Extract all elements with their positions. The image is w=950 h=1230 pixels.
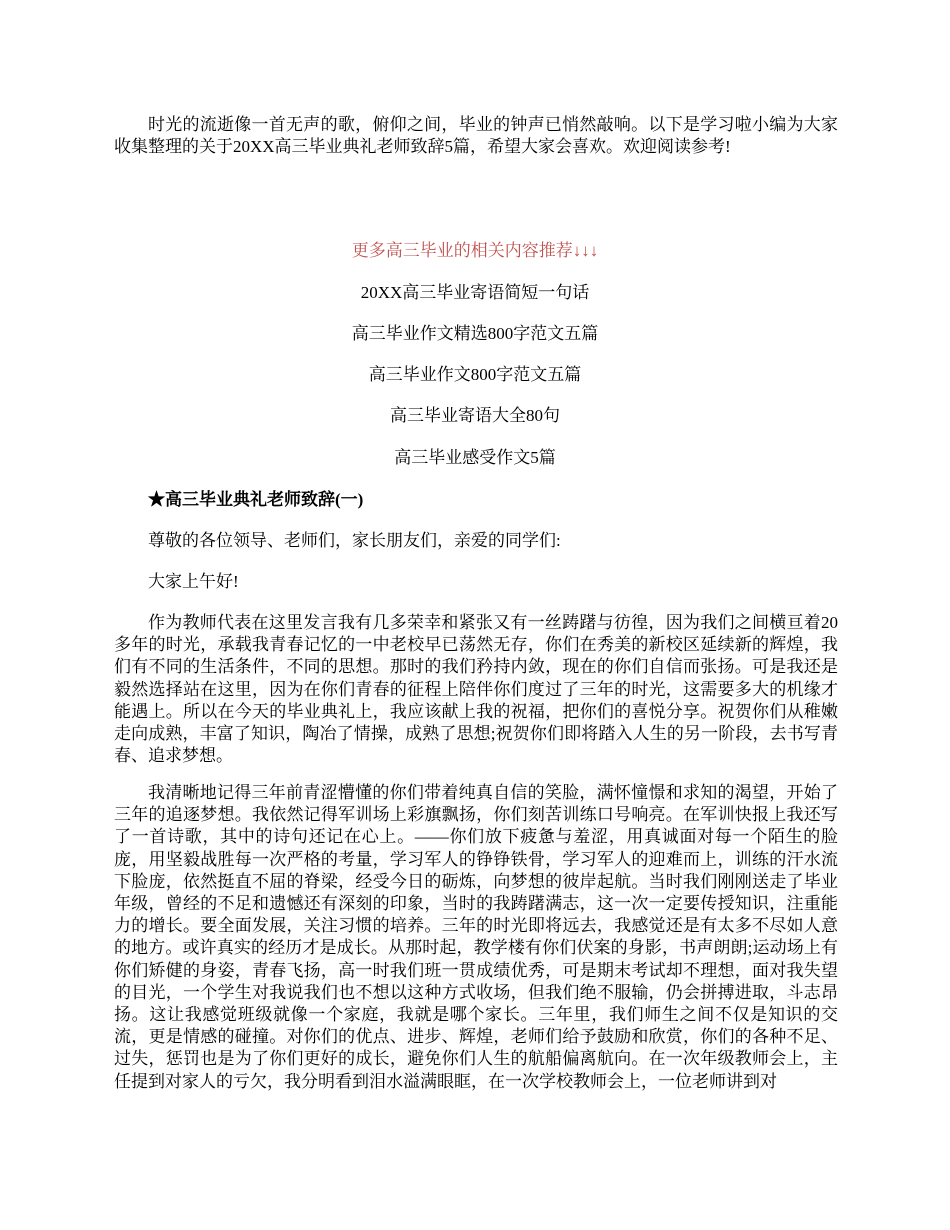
body-paragraph-1: 作为教师代表在这里发言我有几多荣幸和紧张又有一丝踌躇与彷徨，因为我们之间横亘着20多年的时光，承载我青春记忆的一中老校早已荡然无存，你们在秀美的新校区延续新的辉煌，我们有不同的生活条件，不同的思想。那时的我们矜持内敛，现在的你们自信而张扬。可是我还是毅然选择站在这里，因为在你们青春的征程上陪伴你们度过了三年的时光，这需要多大的机缘才能遇上。所以在今天的毕业典礼上，我应该献上我的祝福，把你们的喜悦分享。祝贺你们从稚嫩走向成熟，丰富了知识，陶冶了情操，成熟了思想;祝贺你们即将踏入人生的另一阶段，去书写青春、追求梦想。 [114, 613, 838, 766]
section-heading: ★高三毕业典礼老师致辞(一) [148, 490, 364, 509]
recommend-link[interactable]: 高三毕业作文精选800字范文五篇 [351, 324, 599, 343]
body-paragraph-2: 我清晰地记得三年前青涩懵懂的你们带着纯真自信的笑脸，满怀憧憬和求知的渴望，开始了三年的追逐梦想。我依然记得军训场上彩旗飘扬，你们刻苦训练口号响亮。在军训快报上我还写了一首诗歌，其中的诗句还记在心上。——你们放下疲惫与羞涩，用真诚面对每一个陌生的脸庞，用坚毅战胜每一次严格的考量，学习军人的铮铮铁骨，学习军人的迎难而上，训练的汗水流下脸庞，依然挺直不屈的脊梁，经受今日的砺炼，向梦想的彼岸起航。当时我们刚刚送走了毕业年级，曾经的不足和遗憾还有深刻的印象，当时的我踌躇满志，这一次一定要传授知识，注重能力的增长。要全面发展，关注习惯的培养。三年的时光即将远去，我感觉还是有太多不尽如人意的地方。或许真实的经历才是成长。从那时起，教学楼有你们伏案的身影，书声朗朗;运动场上有你们矫健的身姿，青春飞扬，高一时我们班一贯成绩优秀，可是期末考试却不理想，面对我失望的目光，一个学生对我说我们也不想以这种方式收场，但我们绝不服输，仍会拼搏进取，斗志昂扬。这让我感觉班级就像一个家庭，我就是哪个家长。三年里，我们师生之间不仅是知识的交流，更是情感的碰撞。对你们的优点、进步、辉煌，老师们给予鼓励和欣赏，你们的各种不足、过失，惩罚也是为了你们更好的成长，避免你们人生的航船偏离航向。在一次年级教师会上，主任提到对家人的亏欠，我分明看到泪水溢满眼眶，在一次学校教师会上，一位老师讲到对 [114, 783, 838, 1091]
recommend-title: 更多高三毕业的相关内容推荐↓↓↓ [351, 241, 599, 260]
recommend-link[interactable]: 20XX高三毕业寄语简短一句话 [360, 283, 590, 302]
recommend-link[interactable]: 高三毕业寄语大全80句 [390, 406, 560, 425]
intro-paragraph: 时光的流逝像一首无声的歌，俯仰之间，毕业的钟声已悄然敲响。以下是学习啦小编为大家收集整理的关于20XX高三毕业典礼老师致辞5篇，希望大家会喜欢。欢迎阅读参考! [114, 115, 838, 157]
greeting: 大家上午好! [148, 572, 239, 591]
recommend-link[interactable]: 高三毕业感受作文5篇 [394, 448, 556, 467]
salutation: 尊敬的各位领导、老师们，家长朋友们，亲爱的同学们: [148, 531, 561, 550]
recommend-link[interactable]: 高三毕业作文800字范文五篇 [368, 365, 582, 384]
